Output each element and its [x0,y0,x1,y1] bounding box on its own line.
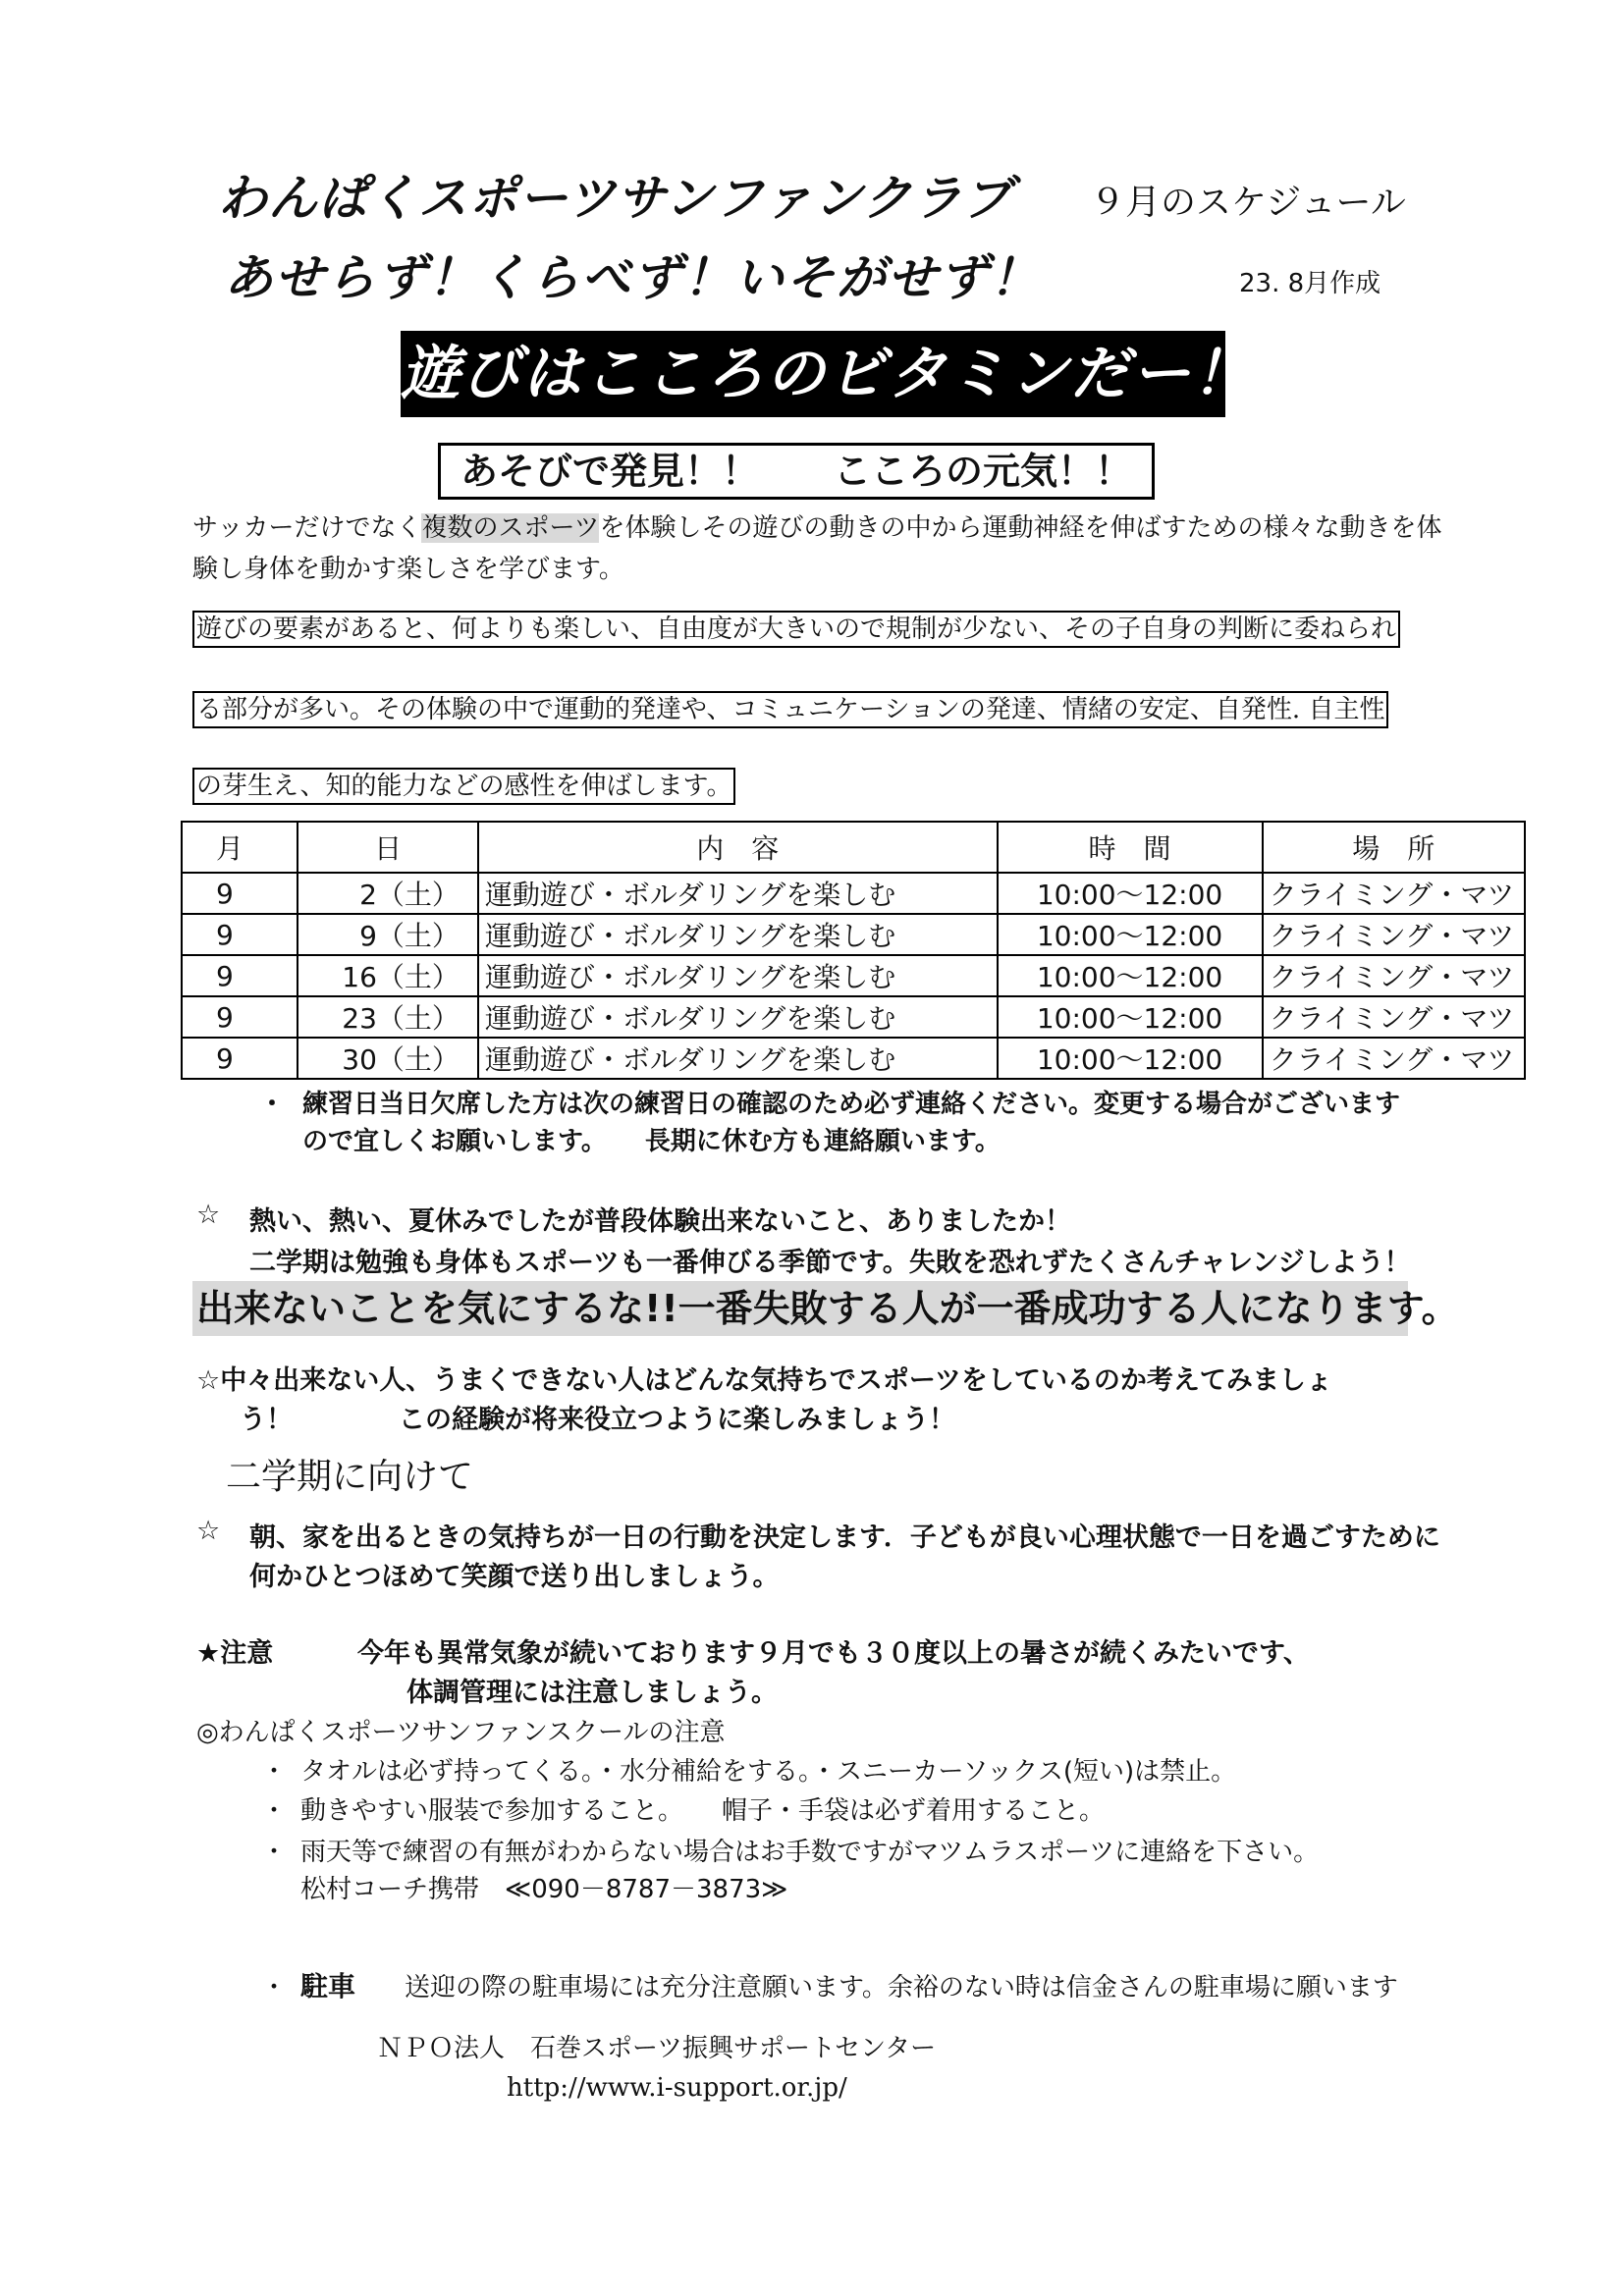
notice-line2: ので宜しくお願いします。 長期に休む方も連絡願います。 [302,1127,1001,1156]
parking-bullet: ・ [261,1973,288,2002]
boxed-line: 遊びの要素があると、何よりも楽しい、自由度が大きいので規制が少ない、その子自身の判断に委ねられ [192,611,1400,648]
star2-line2: う！ この経験が将来役立つように楽しみましょう！ [240,1405,955,1435]
cell-place: クライミング・マツ [1263,1038,1525,1079]
main-banner: 遊びはこころのビタミンだー！ [401,331,1225,417]
cell-time: 10:00～12:00 [998,1038,1263,1079]
cell-place: クライミング・マツ [1263,996,1525,1038]
star3-line1: 朝、家を出るときの気持ちが一日の行動を決定します．子どもが良い心理状態で一日を過ごすために [249,1522,1440,1553]
star1-line1: 熱い、熱い、夏休みでしたが普段体験出来ないこと、ありましたか！ [249,1206,1071,1237]
cell-place: クライミング・マツ [1263,955,1525,996]
star2-line1: ☆中々出来ない人、うまくできない人はどんな気持ちでスポーツをしているのか考えてみましょ [196,1365,1332,1396]
created-date: 23. 8月作成 [1239,269,1381,298]
footer-org: ＮＰＯ法人 石巻スポーツ振興サポートセンター [377,2034,937,2063]
school-note-item: タオルは必ず持ってくる。・水分補給をする。・スニーカーソックス(短い)は禁止。 [300,1757,1237,1787]
star1-line2: 二学期は勉強も身体もスポーツも一番伸びる季節です。失敗を恐れずたくさんチャレンジしよう！ [249,1248,1411,1278]
table-header-row [182,822,1525,873]
intro-highlight: 複数のスポーツ [421,513,600,543]
parking-label: 駐車 [300,1970,356,2002]
cell-month: 9 [182,996,298,1038]
intro-part2: を体験しその遊びの動きの中から運動神経を伸ばすための様々な動きを体験し身体を動かす楽しさを学びます。 [192,513,1442,584]
coach-contact: 松村コーチ携帯 ≪090－8787－3873≫ [300,1875,788,1904]
boxed-line: る部分が多い。その体験の中で運動的発達や、コミュニケーションの発達、情緒の安定、自発性. 自主性 [192,691,1388,728]
star1-mark: ☆ [196,1200,221,1230]
school-notes-title: ◎わんぱくスポーツサンファンスクールの注意 [196,1718,726,1747]
club-name: わんぱくスポーツサンファンクラブ [218,170,1013,227]
cell-month: 9 [182,914,298,955]
cell-content: 運動遊び・ボルダリングを楽しむ [478,873,998,914]
cell-content: 運動遊び・ボルダリングを楽しむ [478,1038,998,1079]
cell-time: 10:00～12:00 [998,914,1263,955]
intro-part1: サッカーだけでなく [192,513,422,543]
notice-bullet: ・ [259,1090,286,1119]
cell-day: 16（土） [298,955,478,996]
cell-content: 運動遊び・ボルダリングを楽しむ [478,955,998,996]
table-row [182,914,1525,955]
footer-url: http://www.i-support.or.jp/ [507,2073,847,2103]
col-header-day: 日 [298,822,478,873]
bullet-icon: ・ [261,1757,288,1787]
cell-day: 23（土） [298,996,478,1038]
star3-mark: ☆ [196,1516,221,1546]
boxed-line: の芽生え、知的能力などの感性を伸ばします。 [192,768,735,805]
table-row [182,1038,1525,1079]
caution-line1: 今年も異常気象が続いております９月でも３０度以上の暑さが続くみたいです、 [357,1638,1310,1669]
subtitle-box: あそびで発見！！ こころの元気！！ [438,443,1155,500]
school-note-item: 動きやすい服装で参加すること。 帽子・手袋は必ず着用すること。 [300,1796,1106,1826]
col-header-place: 場 所 [1263,822,1525,873]
col-header-content: 内 容 [478,822,998,873]
table-row [182,955,1525,996]
cell-content: 運動遊び・ボルダリングを楽しむ [478,914,998,955]
bullet-icon: ・ [261,1796,288,1826]
col-header-time: 時 間 [998,822,1263,873]
intro-paragraph [192,507,1449,590]
parking-text: 送迎の際の駐車場には充分注意願います。余裕のない時は信金さんの駐車場に願います [405,1973,1398,2002]
table-row [182,996,1525,1038]
cell-day: 9（土） [298,914,478,955]
caution-label: ★注意 [196,1638,274,1669]
cell-month: 9 [182,873,298,914]
cell-time: 10:00～12:00 [998,996,1263,1038]
cell-content: 運動遊び・ボルダリングを楽しむ [478,996,998,1038]
cell-month: 9 [182,955,298,996]
schedule-table [181,821,1526,1080]
table-row [182,873,1525,914]
cell-place: クライミング・マツ [1263,873,1525,914]
star3-line2: 何かひとつほめて笑顔で送り出しましょう。 [249,1562,780,1592]
highlight-message: 出来ないことを気にするな!!一番失敗する人が一番成功する人になります。 [192,1281,1408,1336]
slogan: あせらず！くらべず！いそがせず！ [224,249,1041,306]
notice-line1: 練習日当日欠席した方は次の練習日の確認のため必ず連絡ください。変更する場合がございます [302,1090,1401,1119]
section-title: 二学期に向けて [226,1457,474,1497]
school-note-item: 雨天等で練習の有無がわからない場合はお手数ですがマツムラスポーツに連絡を下さい。 [300,1838,1320,1867]
cell-place: クライミング・マツ [1263,914,1525,955]
schedule-label: ９月のスケジュール [1090,183,1406,223]
cell-day: 30（土） [298,1038,478,1079]
cell-month: 9 [182,1038,298,1079]
cell-day: 2（土） [298,873,478,914]
cell-time: 10:00～12:00 [998,955,1263,996]
caution-line2: 体調管理には注意しましょう。 [406,1678,778,1708]
cell-time: 10:00～12:00 [998,873,1263,914]
col-header-month: 月 [182,822,298,873]
bullet-icon: ・ [261,1838,288,1867]
